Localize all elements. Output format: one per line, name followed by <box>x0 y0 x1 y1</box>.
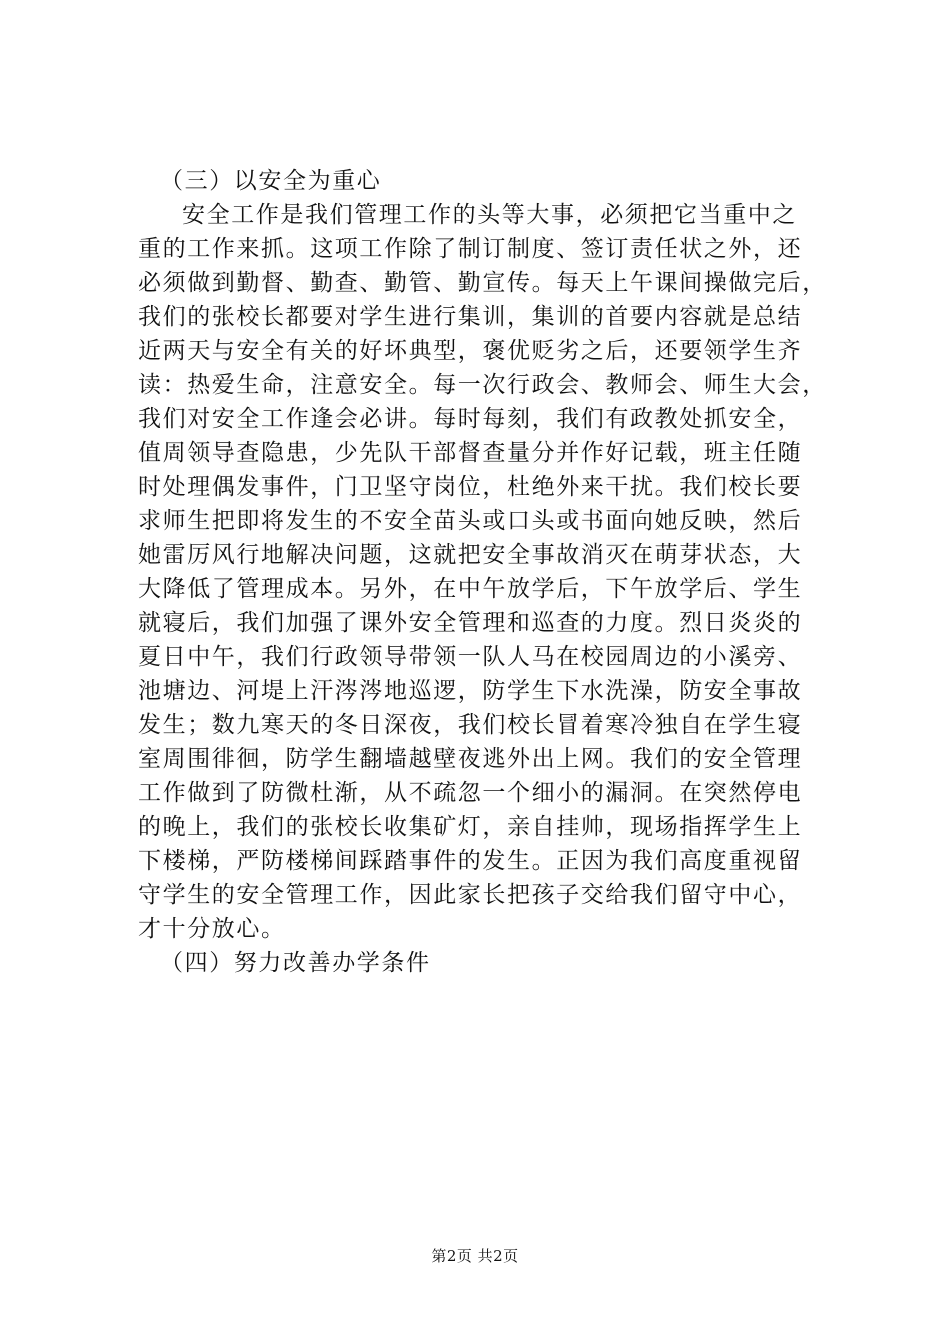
section-paragraph <box>138 198 838 946</box>
paragraph-line: 池塘边、河堤上汗涔涔地巡逻，防学生下水洗澡，防安全事故 <box>138 678 803 704</box>
paragraph-line: 近两天与安全有关的好坏典型，褒优贬劣之后，还要领学生齐 <box>138 338 803 364</box>
section-heading-4: （四）努力改善办学条件 <box>160 950 431 976</box>
paragraph-line: 安全工作是我们管理工作的头等大事，必须把它当重中之 <box>182 202 797 228</box>
paragraph-line: 工作做到了防微杜渐，从不疏忽一个细小的漏洞。在突然停电 <box>138 780 803 806</box>
paragraph-line: 求师生把即将发生的不安全苗头或口头或书面向她反映，然后 <box>138 508 803 534</box>
paragraph-line: 就寝后，我们加强了课外安全管理和巡查的力度。烈日炎炎的 <box>138 610 803 636</box>
paragraph-line: 才十分放心。 <box>138 916 286 942</box>
paragraph-line: 下楼梯，严防楼梯间踩踏事件的发生。正因为我们高度重视留 <box>138 848 803 874</box>
document-body <box>138 164 838 980</box>
paragraph-line: 她雷厉风行地解决问题，这就把安全事故消灭在萌芽状态，大 <box>138 542 803 568</box>
paragraph-line: 大降低了管理成本。另外，在中午放学后，下午放学后、学生 <box>138 576 803 602</box>
section-heading-3: （三）以安全为重心 <box>160 168 382 194</box>
paragraph-line: 必须做到勤督、勤查、勤管、勤宣传。每天上午课间操做完后， <box>138 270 827 296</box>
paragraph-line: 的晚上，我们的张校长收集矿灯，亲自挂帅，现场指挥学生上 <box>138 814 803 840</box>
paragraph-line: 读：热爱生命，注意安全。每一次行政会、教师会、师生大会， <box>138 372 827 398</box>
paragraph-line: 值周领导查隐患，少先队干部督查量分并作好记载，班主任随 <box>138 440 803 466</box>
paragraph-line: 我们对安全工作逢会必讲。每时每刻，我们有政教处抓安全， <box>138 406 803 432</box>
paragraph-line: 守学生的安全管理工作，因此家长把孩子交给我们留守中心， <box>138 882 803 908</box>
paragraph-line: 夏日中午，我们行政领导带领一队人马在校园周边的小溪旁、 <box>138 644 803 670</box>
paragraph-line: 发生；数九寒天的冬日深夜，我们校长冒着寒冷独自在学生寝 <box>138 712 803 738</box>
paragraph-line: 室周围徘徊，防学生翻墙越壁夜逃外出上网。我们的安全管理 <box>138 746 803 772</box>
paragraph-line: 重的工作来抓。这项工作除了制订制度、签订责任状之外，还 <box>138 236 803 262</box>
page-number-footer: 第2页 共2页 <box>431 1247 519 1265</box>
paragraph-line: 时处理偶发事件，门卫坚守岗位，杜绝外来干扰。我们校长要 <box>138 474 803 500</box>
paragraph-line: 我们的张校长都要对学生进行集训，集训的首要内容就是总结 <box>138 304 803 330</box>
